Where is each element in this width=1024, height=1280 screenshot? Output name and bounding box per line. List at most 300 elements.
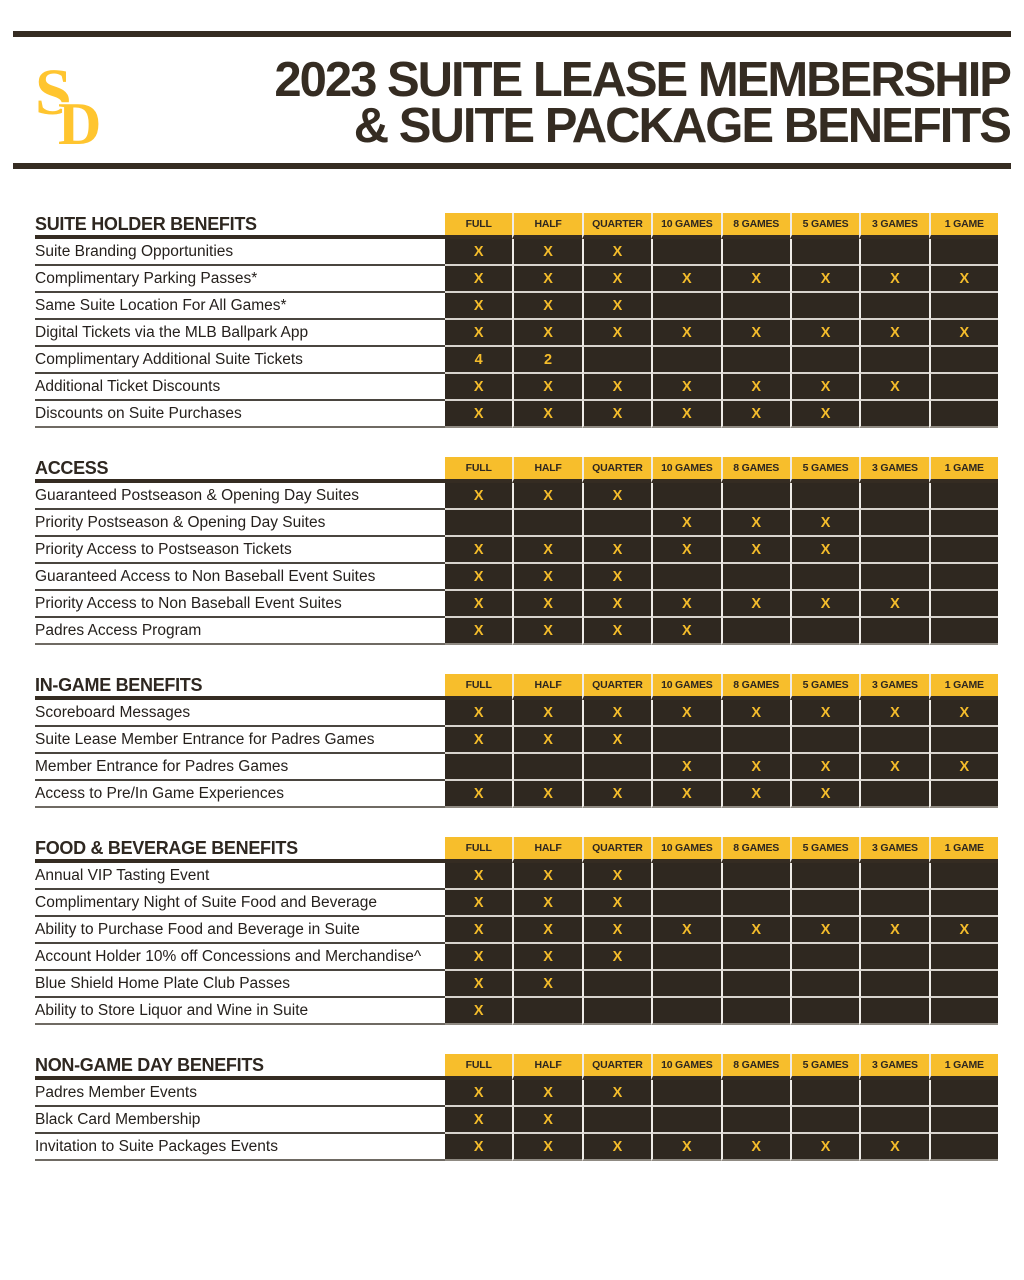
benefit-mark: X bbox=[512, 293, 581, 320]
benefit-empty-cell bbox=[651, 890, 720, 917]
benefit-mark: X bbox=[721, 700, 790, 727]
benefit-empty-cell bbox=[721, 971, 790, 998]
benefit-mark: X bbox=[512, 863, 581, 890]
benefit-mark: X bbox=[512, 727, 581, 754]
benefit-label: Ability to Store Liquor and Wine in Suite bbox=[35, 998, 445, 1025]
benefit-empty-cell bbox=[859, 1080, 928, 1107]
benefit-cells bbox=[445, 944, 998, 971]
column-header: 3 GAMES bbox=[859, 213, 928, 239]
top-rule bbox=[13, 31, 1011, 37]
section-title: FOOD & BEVERAGE BENEFITS bbox=[35, 837, 445, 863]
benefit-mark: X bbox=[445, 266, 512, 293]
column-header: 8 GAMES bbox=[721, 837, 790, 863]
benefit-empty-cell bbox=[651, 944, 720, 971]
benefit-row bbox=[35, 754, 998, 781]
column-header: HALF bbox=[512, 457, 581, 483]
benefit-empty-cell bbox=[651, 239, 720, 266]
benefit-cells bbox=[445, 239, 998, 266]
benefit-empty-cell bbox=[859, 401, 928, 428]
benefit-label: Complimentary Additional Suite Tickets bbox=[35, 347, 445, 374]
benefit-empty-cell bbox=[929, 239, 998, 266]
benefit-mark: X bbox=[651, 754, 720, 781]
benefit-empty-cell bbox=[790, 727, 859, 754]
column-header: 5 GAMES bbox=[790, 837, 859, 863]
benefit-empty-cell bbox=[651, 1107, 720, 1134]
benefit-label: Padres Member Events bbox=[35, 1080, 445, 1107]
benefit-cells bbox=[445, 537, 998, 564]
benefit-mark: X bbox=[582, 266, 651, 293]
benefit-mark: X bbox=[790, 1134, 859, 1161]
benefit-empty-cell bbox=[929, 1080, 998, 1107]
benefit-mark: X bbox=[582, 591, 651, 618]
benefit-mark: X bbox=[929, 266, 998, 293]
benefit-mark: X bbox=[721, 591, 790, 618]
column-header: 10 GAMES bbox=[651, 213, 720, 239]
column-header: QUARTER bbox=[582, 674, 651, 700]
benefit-empty-cell bbox=[790, 971, 859, 998]
benefit-mark: 2 bbox=[512, 347, 581, 374]
benefit-mark: X bbox=[582, 917, 651, 944]
column-headers bbox=[445, 837, 998, 863]
benefit-mark: X bbox=[582, 727, 651, 754]
benefit-empty-cell bbox=[582, 754, 651, 781]
section-title: ACCESS bbox=[35, 457, 445, 483]
benefit-empty-cell bbox=[721, 239, 790, 266]
benefit-mark: X bbox=[582, 483, 651, 510]
benefit-mark: X bbox=[721, 401, 790, 428]
section-rows bbox=[35, 483, 998, 645]
benefit-empty-cell bbox=[859, 537, 928, 564]
benefit-mark: X bbox=[512, 890, 581, 917]
column-header: 8 GAMES bbox=[721, 213, 790, 239]
padres-sd-logo-icon bbox=[34, 56, 106, 146]
benefit-mark: X bbox=[445, 618, 512, 645]
benefit-mark: X bbox=[512, 537, 581, 564]
benefit-label: Invitation to Suite Packages Events bbox=[35, 1134, 445, 1161]
benefit-row bbox=[35, 510, 998, 537]
benefit-empty-cell bbox=[512, 754, 581, 781]
section-header-row bbox=[35, 674, 998, 700]
section-title: SUITE HOLDER BENEFITS bbox=[35, 213, 445, 239]
benefit-mark: X bbox=[512, 591, 581, 618]
benefit-cells bbox=[445, 266, 998, 293]
benefit-mark: X bbox=[790, 266, 859, 293]
benefit-mark: X bbox=[790, 781, 859, 808]
benefit-mark: X bbox=[445, 374, 512, 401]
benefit-empty-cell bbox=[859, 293, 928, 320]
column-header: 8 GAMES bbox=[721, 1054, 790, 1080]
benefit-row bbox=[35, 591, 998, 618]
benefit-mark: X bbox=[582, 890, 651, 917]
benefit-mark: X bbox=[651, 320, 720, 347]
benefit-empty-cell bbox=[790, 890, 859, 917]
benefit-empty-cell bbox=[859, 781, 928, 808]
benefit-mark: X bbox=[859, 754, 928, 781]
benefit-mark: X bbox=[582, 700, 651, 727]
benefit-mark: X bbox=[651, 591, 720, 618]
column-header: QUARTER bbox=[582, 213, 651, 239]
benefit-mark: X bbox=[445, 917, 512, 944]
column-header: HALF bbox=[512, 1054, 581, 1080]
section-header-row bbox=[35, 213, 998, 239]
benefit-empty-cell bbox=[651, 564, 720, 591]
page-title bbox=[274, 53, 1010, 153]
benefit-mark: X bbox=[512, 1107, 581, 1134]
benefit-mark: X bbox=[651, 917, 720, 944]
benefit-empty-cell bbox=[929, 401, 998, 428]
benefit-cells bbox=[445, 890, 998, 917]
benefit-label: Account Holder 10% off Concessions and Merchandise^ bbox=[35, 944, 445, 971]
benefits-section bbox=[35, 837, 998, 1025]
benefit-mark: X bbox=[512, 700, 581, 727]
benefit-mark: X bbox=[790, 537, 859, 564]
benefit-mark: X bbox=[651, 618, 720, 645]
benefit-mark: X bbox=[651, 266, 720, 293]
column-header: 1 GAME bbox=[929, 674, 998, 700]
benefit-row bbox=[35, 618, 998, 645]
benefit-empty-cell bbox=[929, 863, 998, 890]
benefit-mark: X bbox=[445, 564, 512, 591]
benefit-mark: X bbox=[859, 1134, 928, 1161]
section-header-row bbox=[35, 1054, 998, 1080]
benefit-empty-cell bbox=[929, 971, 998, 998]
benefit-mark: X bbox=[445, 863, 512, 890]
column-header: 5 GAMES bbox=[790, 457, 859, 483]
benefit-empty-cell bbox=[512, 998, 581, 1025]
benefit-label: Same Suite Location For All Games* bbox=[35, 293, 445, 320]
benefit-mark: X bbox=[582, 293, 651, 320]
benefit-mark: X bbox=[512, 971, 581, 998]
benefits-section bbox=[35, 674, 998, 808]
benefit-empty-cell bbox=[721, 944, 790, 971]
benefit-mark: X bbox=[721, 510, 790, 537]
benefit-mark: X bbox=[859, 700, 928, 727]
benefit-empty-cell bbox=[859, 727, 928, 754]
benefit-empty-cell bbox=[582, 1107, 651, 1134]
column-header: 1 GAME bbox=[929, 1054, 998, 1080]
benefit-empty-cell bbox=[721, 890, 790, 917]
logo-letter-s: S bbox=[35, 56, 72, 129]
benefit-label: Priority Access to Non Baseball Event Suites bbox=[35, 591, 445, 618]
benefit-mark: X bbox=[790, 320, 859, 347]
benefit-cells bbox=[445, 320, 998, 347]
benefit-mark: X bbox=[582, 320, 651, 347]
benefit-empty-cell bbox=[859, 510, 928, 537]
benefit-empty-cell bbox=[445, 510, 512, 537]
benefit-empty-cell bbox=[651, 863, 720, 890]
column-header: 5 GAMES bbox=[790, 1054, 859, 1080]
benefit-row bbox=[35, 863, 998, 890]
benefit-row bbox=[35, 320, 998, 347]
column-headers bbox=[445, 674, 998, 700]
benefit-row bbox=[35, 537, 998, 564]
benefit-mark: X bbox=[790, 510, 859, 537]
benefit-row bbox=[35, 401, 998, 428]
benefit-empty-cell bbox=[721, 727, 790, 754]
benefit-empty-cell bbox=[859, 863, 928, 890]
benefit-mark: X bbox=[790, 917, 859, 944]
benefit-mark: X bbox=[721, 537, 790, 564]
column-header: 3 GAMES bbox=[859, 837, 928, 863]
benefit-mark: X bbox=[445, 1107, 512, 1134]
page-title-line2: & SUITE PACKAGE BENEFITS bbox=[353, 99, 1010, 153]
benefit-empty-cell bbox=[721, 1080, 790, 1107]
column-header: FULL bbox=[445, 1054, 512, 1080]
column-header: 5 GAMES bbox=[790, 674, 859, 700]
column-header: 10 GAMES bbox=[651, 674, 720, 700]
benefit-mark: X bbox=[582, 1134, 651, 1161]
benefit-cells bbox=[445, 971, 998, 998]
column-header: FULL bbox=[445, 837, 512, 863]
benefit-mark: X bbox=[582, 863, 651, 890]
benefit-empty-cell bbox=[859, 239, 928, 266]
benefit-empty-cell bbox=[859, 890, 928, 917]
benefit-mark: 4 bbox=[445, 347, 512, 374]
benefit-row bbox=[35, 483, 998, 510]
benefit-empty-cell bbox=[929, 618, 998, 645]
benefit-label: Discounts on Suite Purchases bbox=[35, 401, 445, 428]
benefits-section bbox=[35, 213, 998, 428]
benefit-empty-cell bbox=[929, 781, 998, 808]
benefit-mark: X bbox=[445, 944, 512, 971]
benefit-cells bbox=[445, 754, 998, 781]
benefit-label: Blue Shield Home Plate Club Passes bbox=[35, 971, 445, 998]
column-header: QUARTER bbox=[582, 457, 651, 483]
benefit-mark: X bbox=[929, 320, 998, 347]
section-header-row bbox=[35, 837, 998, 863]
section-rows bbox=[35, 239, 998, 428]
benefits-section bbox=[35, 457, 998, 645]
column-header: 1 GAME bbox=[929, 213, 998, 239]
benefit-label: Guaranteed Access to Non Baseball Event Suites bbox=[35, 564, 445, 591]
benefit-cells bbox=[445, 483, 998, 510]
benefit-cells bbox=[445, 591, 998, 618]
benefit-mark: X bbox=[445, 239, 512, 266]
benefit-mark: X bbox=[445, 537, 512, 564]
benefit-empty-cell bbox=[929, 998, 998, 1025]
benefit-mark: X bbox=[512, 483, 581, 510]
benefit-cells bbox=[445, 700, 998, 727]
benefit-label: Suite Lease Member Entrance for Padres Games bbox=[35, 727, 445, 754]
benefit-mark: X bbox=[790, 591, 859, 618]
benefit-mark: X bbox=[721, 781, 790, 808]
benefit-cells bbox=[445, 781, 998, 808]
benefit-empty-cell bbox=[790, 998, 859, 1025]
column-header: 10 GAMES bbox=[651, 1054, 720, 1080]
benefit-empty-cell bbox=[721, 1107, 790, 1134]
benefit-mark: X bbox=[790, 374, 859, 401]
benefit-mark: X bbox=[512, 781, 581, 808]
benefit-mark: X bbox=[512, 1134, 581, 1161]
benefit-mark: X bbox=[929, 700, 998, 727]
benefit-empty-cell bbox=[859, 971, 928, 998]
benefit-label: Priority Access to Postseason Tickets bbox=[35, 537, 445, 564]
benefit-empty-cell bbox=[859, 618, 928, 645]
benefit-empty-cell bbox=[859, 483, 928, 510]
benefit-mark: X bbox=[445, 727, 512, 754]
benefit-empty-cell bbox=[929, 374, 998, 401]
benefit-mark: X bbox=[790, 401, 859, 428]
benefit-mark: X bbox=[651, 781, 720, 808]
benefit-empty-cell bbox=[790, 239, 859, 266]
benefit-row bbox=[35, 998, 998, 1025]
benefit-mark: X bbox=[445, 320, 512, 347]
benefit-mark: X bbox=[582, 781, 651, 808]
benefit-empty-cell bbox=[721, 347, 790, 374]
benefit-empty-cell bbox=[929, 1134, 998, 1161]
benefit-row bbox=[35, 374, 998, 401]
section-rows bbox=[35, 863, 998, 1025]
benefit-label: Scoreboard Messages bbox=[35, 700, 445, 727]
benefit-row bbox=[35, 266, 998, 293]
benefit-empty-cell bbox=[790, 1107, 859, 1134]
bottom-rule bbox=[13, 163, 1011, 169]
benefit-cells bbox=[445, 564, 998, 591]
benefit-empty-cell bbox=[721, 618, 790, 645]
benefit-empty-cell bbox=[790, 293, 859, 320]
benefit-empty-cell bbox=[790, 483, 859, 510]
benefit-mark: X bbox=[651, 700, 720, 727]
benefit-cells bbox=[445, 1107, 998, 1134]
benefit-row bbox=[35, 1080, 998, 1107]
benefit-empty-cell bbox=[582, 998, 651, 1025]
benefit-empty-cell bbox=[929, 510, 998, 537]
benefit-mark: X bbox=[721, 266, 790, 293]
section-title: NON-GAME DAY BENEFITS bbox=[35, 1054, 445, 1080]
benefit-mark: X bbox=[445, 1080, 512, 1107]
benefit-row bbox=[35, 564, 998, 591]
benefit-mark: X bbox=[512, 917, 581, 944]
benefit-empty-cell bbox=[790, 564, 859, 591]
benefit-row bbox=[35, 781, 998, 808]
benefit-cells bbox=[445, 401, 998, 428]
benefit-empty-cell bbox=[929, 944, 998, 971]
benefit-label: Access to Pre/In Game Experiences bbox=[35, 781, 445, 808]
benefit-mark: X bbox=[859, 591, 928, 618]
benefit-mark: X bbox=[512, 944, 581, 971]
benefit-mark: X bbox=[721, 917, 790, 944]
benefit-empty-cell bbox=[651, 1080, 720, 1107]
benefit-label: Digital Tickets via the MLB Ballpark App bbox=[35, 320, 445, 347]
benefit-empty-cell bbox=[721, 293, 790, 320]
column-header: QUARTER bbox=[582, 1054, 651, 1080]
benefit-label: Member Entrance for Padres Games bbox=[35, 754, 445, 781]
benefit-mark: X bbox=[582, 537, 651, 564]
column-header: 10 GAMES bbox=[651, 457, 720, 483]
benefit-empty-cell bbox=[859, 564, 928, 591]
benefit-empty-cell bbox=[859, 1107, 928, 1134]
benefit-label: Priority Postseason & Opening Day Suites bbox=[35, 510, 445, 537]
benefit-mark: X bbox=[721, 1134, 790, 1161]
benefit-row bbox=[35, 890, 998, 917]
benefit-cells bbox=[445, 1134, 998, 1161]
benefit-row bbox=[35, 700, 998, 727]
benefit-mark: X bbox=[582, 401, 651, 428]
benefit-cells bbox=[445, 374, 998, 401]
benefit-row bbox=[35, 727, 998, 754]
column-header: 8 GAMES bbox=[721, 457, 790, 483]
benefit-empty-cell bbox=[929, 591, 998, 618]
benefit-mark: X bbox=[582, 1080, 651, 1107]
column-header: 1 GAME bbox=[929, 457, 998, 483]
benefit-label: Ability to Purchase Food and Beverage in Suite bbox=[35, 917, 445, 944]
benefit-cells bbox=[445, 917, 998, 944]
benefit-empty-cell bbox=[790, 618, 859, 645]
benefit-row bbox=[35, 1134, 998, 1161]
benefit-cells bbox=[445, 1080, 998, 1107]
benefit-cells bbox=[445, 998, 998, 1025]
column-headers bbox=[445, 457, 998, 483]
benefit-mark: X bbox=[582, 374, 651, 401]
benefit-label: Suite Branding Opportunities bbox=[35, 239, 445, 266]
column-header: 1 GAME bbox=[929, 837, 998, 863]
benefit-mark: X bbox=[512, 320, 581, 347]
benefit-mark: X bbox=[445, 890, 512, 917]
column-header: 8 GAMES bbox=[721, 674, 790, 700]
benefit-empty-cell bbox=[651, 998, 720, 1025]
benefit-empty-cell bbox=[929, 483, 998, 510]
benefit-mark: X bbox=[512, 401, 581, 428]
benefit-cells bbox=[445, 863, 998, 890]
benefit-mark: X bbox=[445, 1134, 512, 1161]
benefit-mark: X bbox=[859, 320, 928, 347]
benefit-mark: X bbox=[445, 591, 512, 618]
benefit-empty-cell bbox=[721, 998, 790, 1025]
benefit-label: Padres Access Program bbox=[35, 618, 445, 645]
column-header: 3 GAMES bbox=[859, 674, 928, 700]
logo-letter-d: D bbox=[58, 91, 102, 146]
benefit-empty-cell bbox=[445, 754, 512, 781]
benefit-empty-cell bbox=[582, 971, 651, 998]
benefit-mark: X bbox=[721, 374, 790, 401]
benefit-row bbox=[35, 1107, 998, 1134]
benefit-row bbox=[35, 239, 998, 266]
benefit-mark: X bbox=[582, 239, 651, 266]
benefit-mark: X bbox=[721, 754, 790, 781]
column-header: 5 GAMES bbox=[790, 213, 859, 239]
column-header: 10 GAMES bbox=[651, 837, 720, 863]
benefit-mark: X bbox=[512, 374, 581, 401]
benefit-empty-cell bbox=[929, 727, 998, 754]
benefit-empty-cell bbox=[929, 890, 998, 917]
benefit-mark: X bbox=[651, 537, 720, 564]
benefit-mark: X bbox=[651, 1134, 720, 1161]
benefit-mark: X bbox=[445, 971, 512, 998]
benefit-cells bbox=[445, 618, 998, 645]
benefit-empty-cell bbox=[929, 347, 998, 374]
section-rows bbox=[35, 700, 998, 808]
benefit-empty-cell bbox=[929, 564, 998, 591]
benefit-empty-cell bbox=[582, 347, 651, 374]
benefit-row bbox=[35, 971, 998, 998]
benefit-mark: X bbox=[512, 1080, 581, 1107]
benefit-cells bbox=[445, 293, 998, 320]
benefit-empty-cell bbox=[582, 510, 651, 537]
benefit-empty-cell bbox=[790, 944, 859, 971]
column-header: HALF bbox=[512, 213, 581, 239]
benefit-empty-cell bbox=[651, 971, 720, 998]
benefit-mark: X bbox=[859, 917, 928, 944]
column-header: HALF bbox=[512, 674, 581, 700]
column-header: QUARTER bbox=[582, 837, 651, 863]
benefit-empty-cell bbox=[651, 727, 720, 754]
benefit-mark: X bbox=[582, 564, 651, 591]
benefit-empty-cell bbox=[929, 537, 998, 564]
benefit-empty-cell bbox=[929, 293, 998, 320]
benefit-cells bbox=[445, 347, 998, 374]
section-rows bbox=[35, 1080, 998, 1161]
benefit-label: Annual VIP Tasting Event bbox=[35, 863, 445, 890]
